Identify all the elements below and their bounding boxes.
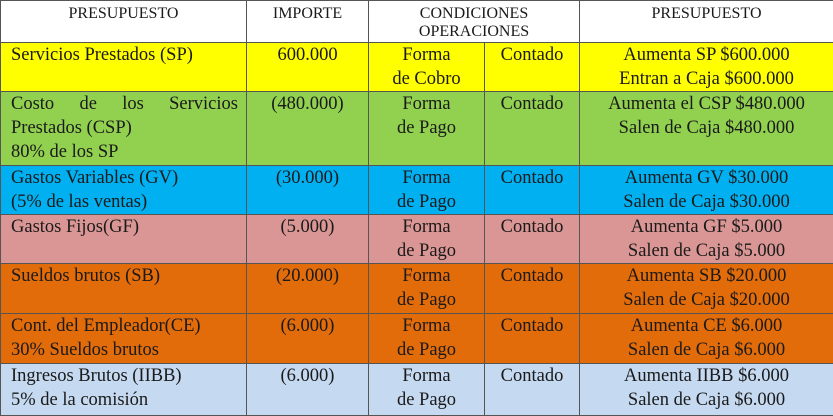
concept-line: (5% de las ventas) (11, 190, 238, 214)
amount-cell: (480.000) (247, 92, 369, 166)
budget-effect-line: Salen de Caja $6.000 (580, 338, 833, 362)
payment-type-cell: Contado (485, 264, 580, 314)
table-row (1, 215, 833, 264)
concept-line: Gastos Fijos(GF) (11, 215, 238, 239)
amount-cell: 600.000 (247, 43, 369, 92)
condition-line: Forma (369, 215, 484, 239)
concept-line: 30% Sueldos brutos (11, 338, 238, 362)
amount-cell: (6.000) (247, 364, 369, 416)
concept-line: Cont. del Empleador(CE) (11, 314, 238, 338)
payment-type-cell: Contado (485, 215, 580, 264)
table-row (1, 166, 833, 215)
budget-effect-line: Aumenta SB $20.000 (580, 264, 833, 288)
condition-cell (369, 264, 485, 314)
concept-cell (1, 215, 247, 264)
concept-cell (1, 166, 247, 215)
payment-type-cell: Contado (485, 92, 580, 166)
table-row (1, 43, 833, 92)
header-presupuesto: PRESUPUESTO (1, 1, 247, 43)
header-importe: IMPORTE (247, 1, 369, 43)
condition-cell (369, 364, 485, 416)
concept-line: Gastos Variables (GV) (11, 166, 238, 190)
budget-effect-cell (580, 314, 833, 364)
condition-line: de Cobro (369, 67, 484, 91)
concept-line: Sueldos brutos (SB) (11, 264, 238, 288)
budget-effect-line: Aumenta GF $5.000 (580, 215, 833, 239)
condition-line: de Pago (369, 288, 484, 312)
condition-line: de Pago (369, 338, 484, 362)
condition-line: de Pago (369, 388, 484, 412)
budget-effect-cell (580, 92, 833, 166)
concept-line: 80% de los SP (11, 140, 238, 164)
condition-cell (369, 43, 485, 92)
budget-effect-line: Salen de Caja $5.000 (580, 239, 833, 263)
budget-effect-line: Aumenta CE $6.000 (580, 314, 833, 338)
concept-line: 5% de la comisión (11, 388, 238, 412)
condition-line: Forma (369, 43, 484, 67)
budget-effect-line: Salen de Caja $30.000 (580, 190, 833, 214)
concept-line: Prestados (CSP) (11, 116, 238, 140)
budget-effect-line: Aumenta SP $600.000 (580, 43, 833, 67)
condition-cell (369, 314, 485, 364)
budget-effect-line: Salen de Caja $6.000 (580, 388, 833, 412)
condition-line: de Pago (369, 190, 484, 214)
header-row (1, 1, 833, 43)
header-presupuesto-result: PRESUPUESTO (580, 1, 833, 43)
concept-cell (1, 43, 247, 92)
budget-effect-line: Salen de Caja $20.000 (580, 288, 833, 312)
budget-effect-cell (580, 166, 833, 215)
concept-cell (1, 314, 247, 364)
header-condiciones: CONDICIONES (420, 5, 528, 22)
concept-cell (1, 92, 247, 166)
concept-cell (1, 264, 247, 314)
concept-line: Ingresos Brutos (IIBB) (11, 364, 238, 388)
table-row (1, 264, 833, 314)
condition-cell (369, 166, 485, 215)
payment-type-cell: Contado (485, 314, 580, 364)
concept-line: Costo de los Servicios (11, 92, 238, 116)
payment-type-cell: Contado (485, 43, 580, 92)
header-operaciones: OPERACIONES (419, 23, 529, 40)
budget-effect-cell (580, 364, 833, 416)
budget-effect-line: Aumenta el CSP $480.000 (580, 92, 833, 116)
concept-line: Servicios Prestados (SP) (11, 43, 238, 67)
condition-line: de Pago (369, 239, 484, 263)
table-row (1, 364, 833, 416)
budget-effect-line: Aumenta IIBB $6.000 (580, 364, 833, 388)
condition-line: Forma (369, 166, 484, 190)
condition-cell (369, 215, 485, 264)
header-condiciones-operaciones (369, 1, 580, 43)
condition-line: Forma (369, 314, 484, 338)
condition-line: Forma (369, 364, 484, 388)
concept-cell (1, 364, 247, 416)
table-row (1, 92, 833, 166)
budget-effect-line: Aumenta GV $30.000 (580, 166, 833, 190)
budget-effect-line: Entran a Caja $600.000 (580, 67, 833, 91)
payment-type-cell: Contado (485, 166, 580, 215)
budget-effect-cell (580, 43, 833, 92)
amount-cell: (20.000) (247, 264, 369, 314)
table-row (1, 314, 833, 364)
amount-cell: (30.000) (247, 166, 369, 215)
amount-cell: (6.000) (247, 314, 369, 364)
budget-effect-line: Salen de Caja $480.000 (580, 116, 833, 140)
budget-effect-cell (580, 215, 833, 264)
payment-type-cell: Contado (485, 364, 580, 416)
condition-line: de Pago (369, 116, 484, 140)
condition-line: Forma (369, 264, 484, 288)
amount-cell: (5.000) (247, 215, 369, 264)
budget-effect-cell (580, 264, 833, 314)
condition-cell (369, 92, 485, 166)
condition-line: Forma (369, 92, 484, 116)
